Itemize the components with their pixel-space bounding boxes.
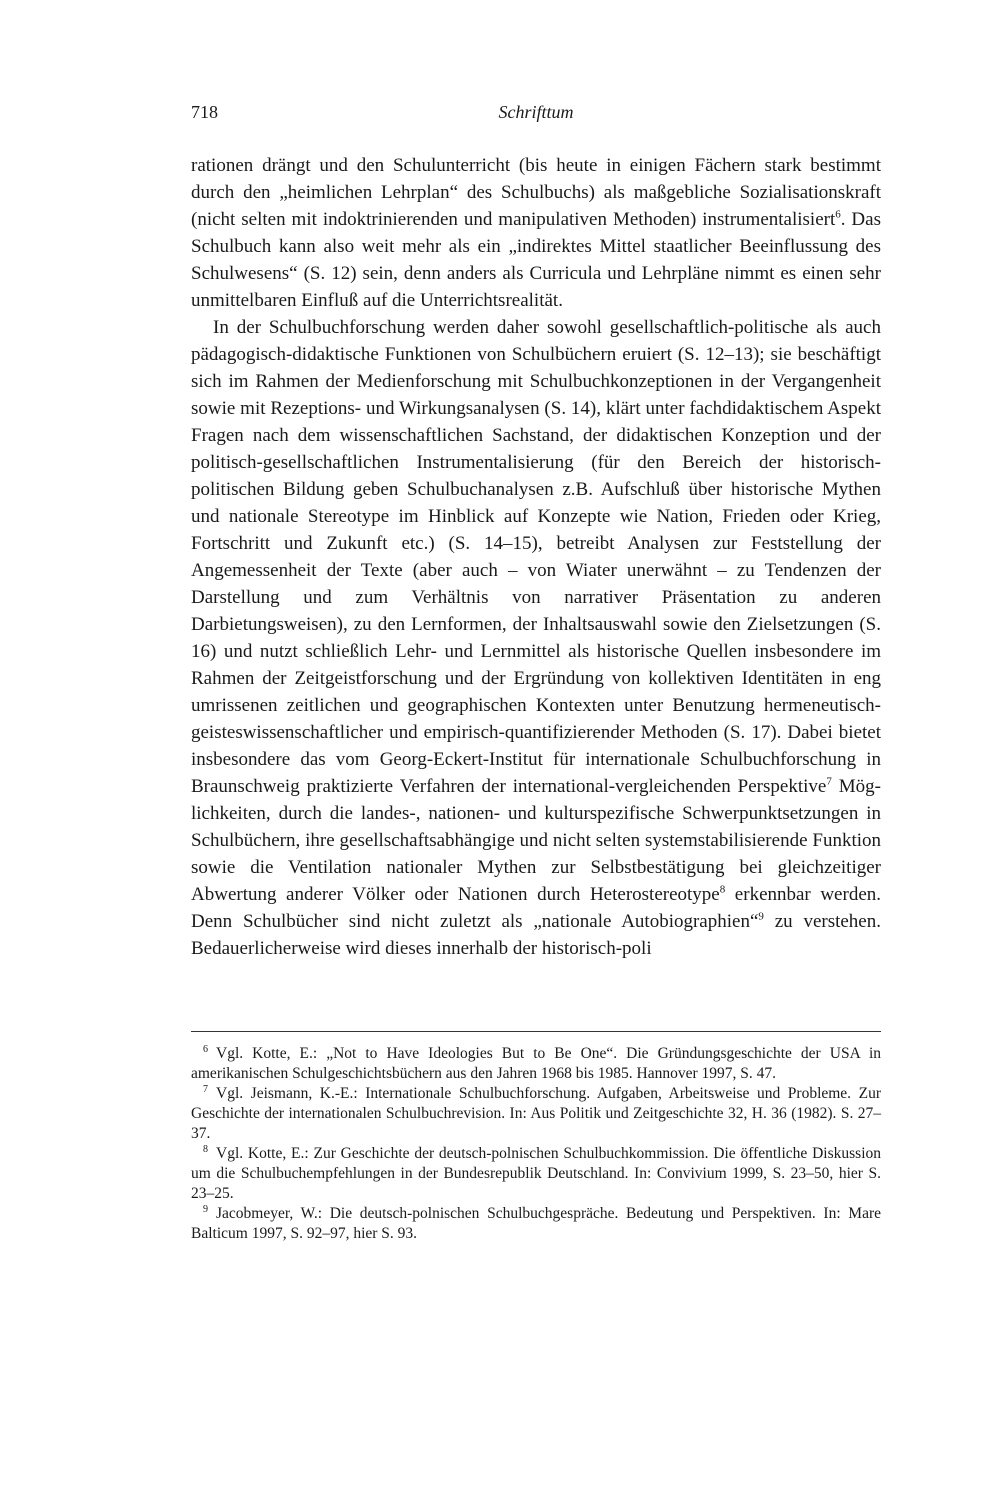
- footnote: [191, 1204, 881, 1244]
- footnote-text: Vgl. Kotte, E.: „Not to Have Ideologies But to Be One“. Die Gründungsgeschichte der USA in amerikanischen Schulgeschichtsbüchern aus den Jahren 1968 bis 1985. Hannover 1997, S. 47.: [191, 1045, 881, 1082]
- footnote-text: Vgl. Jeismann, K.-E.: Internationale Schulbuchforschung. Aufgaben, Arbeitsweise und Probleme. Zur Geschichte der internationalen Schulbuchrevision. In: Aus Politik und Zeitgeschichte 32, H. 36 (1982). S. 27–37.: [191, 1085, 881, 1142]
- text-segment: Möglichkeiten, durch die landes-, nationen- und kulturspezifische Schwerpunktsetzungen in Schulbüchern, ihre gesellschaftsabhängige und nicht selten systemstabilisierende Funktion sowie die Ventilation nationaler Mythen zur Selbstbestätigung bei gleichzeitiger Abwertung anderer Völker oder Nationen durch Heterostereotype: [191, 776, 881, 905]
- text-segment: . Das Schulbuch kann also weit mehr als ein „indirektes Mittel staatlicher Beeinflussung des Schulwesens“ (S. 12) sein, denn anders als Curricula und Lehrpläne nimmt es einen sehr unmittelbaren Einfluß auf die Unterrichtsrealität.: [191, 209, 881, 311]
- footnote-text: Vgl. Kotte, E.: Zur Geschichte der deutsch-polnischen Schulbuchkommission. Die öffentliche Diskussion um die Schulbuchempfehlungen in der Bundesrepublik Deutschland. In: Convivium 1999, S. 23–50, hier S. 23–25.: [191, 1145, 881, 1202]
- footnote-ref: 9: [758, 910, 764, 923]
- running-title: Schrifttum: [498, 102, 574, 122]
- paragraph: [191, 152, 881, 314]
- footnote-ref: 7: [826, 775, 832, 788]
- footnotes: [191, 1044, 881, 1244]
- footnote-number: 7: [203, 1083, 208, 1095]
- footnote-ref: 6: [835, 208, 841, 221]
- text-segment: zu verstehen. Bedauerlicherweise wird dieses innerhalb der historisch-poli: [191, 911, 881, 959]
- body-text: [191, 152, 881, 962]
- footnote-number: 8: [203, 1143, 208, 1155]
- footnote: [191, 1044, 881, 1084]
- page-number: 718: [191, 102, 218, 122]
- page-header: [191, 102, 881, 132]
- footnote: [191, 1144, 881, 1204]
- paragraph: [191, 314, 881, 962]
- footnote-number: 9: [203, 1203, 208, 1215]
- text-segment: erkennbar werden. Denn Schulbücher sind nicht zuletzt als „nationale Autobiographien“: [191, 884, 881, 932]
- text-segment: In der Schulbuchforschung werden daher sowohl gesellschaftlich-politische als auch pädagogisch-didaktische Funktionen von Schulbüchern eruiert (S. 12–13); sie beschäftigt sich im Rahmen der Medienforschung mit Schulbuchkonzeptionen in der Vergangenheit sowie mit Rezeptions- und Wirkungsanalysen (S. 14), klärt unter fachdidaktischem Aspekt Fragen nach dem wissenschaftlichen Sachstand, der didaktischen Konzeption und der politisch-gesellschaftlichen Instrumentalisierung (für den Bereich der historisch-politischen Bildung geben Schulbuchanalysen z.B. Aufschluß über historische Mythen und nationale Stereotype im Hinblick auf Konzepte wie Nation, Frieden oder Krieg, Fortschritt und Zukunft etc.) (S. 14–15), betreibt Analysen zur Feststellung der Angemessenheit der Texte (aber auch – von Wiater unerwähnt – zu Tendenzen der Darstellung und zum Verhältnis von narrativer Präsentation zu anderen Darbietungsweisen), zu den Lernformen, der Inhaltsauswahl sowie den Zielsetzungen (S. 16) und nutzt schließlich Lehr- und Lernmittel als historische Quellen insbesondere im Rahmen der Zeitgeistforschung und der Ergründung von kollektiven Identitäten in eng umrissenen zeitlichen und geographischen Kontexten unter Benutzung hermeneutisch-geisteswissenschaftlicher und empirisch-quantifizierender Methoden (S. 17). Dabei bietet insbesondere das vom Georg-Eckert-Institut für internationale Schulbuchforschung in Braunschweig praktizierte Verfahren der international-vergleichenden Perspektive: [191, 317, 881, 797]
- footnote-text: Jacobmeyer, W.: Die deutsch-polnischen Schulbuchgespräche. Bedeutung und Perspektiven. In: Mare Balticum 1997, S. 92–97, hier S. 93.: [191, 1205, 881, 1242]
- footnote: [191, 1084, 881, 1144]
- text-segment: rationen drängt und den Schulunterricht (bis heute in einigen Fächern stark bestimmt durch den „heimlichen Lehrplan“ des Schulbuchs) als maßgebliche Sozialisationskraft (nicht selten mit indoktrinierenden und manipulativen Methoden) instrumentalisiert: [191, 155, 881, 230]
- footnote-divider: [191, 1031, 881, 1032]
- footnote-number: 6: [203, 1043, 208, 1055]
- footnote-ref: 8: [719, 883, 726, 896]
